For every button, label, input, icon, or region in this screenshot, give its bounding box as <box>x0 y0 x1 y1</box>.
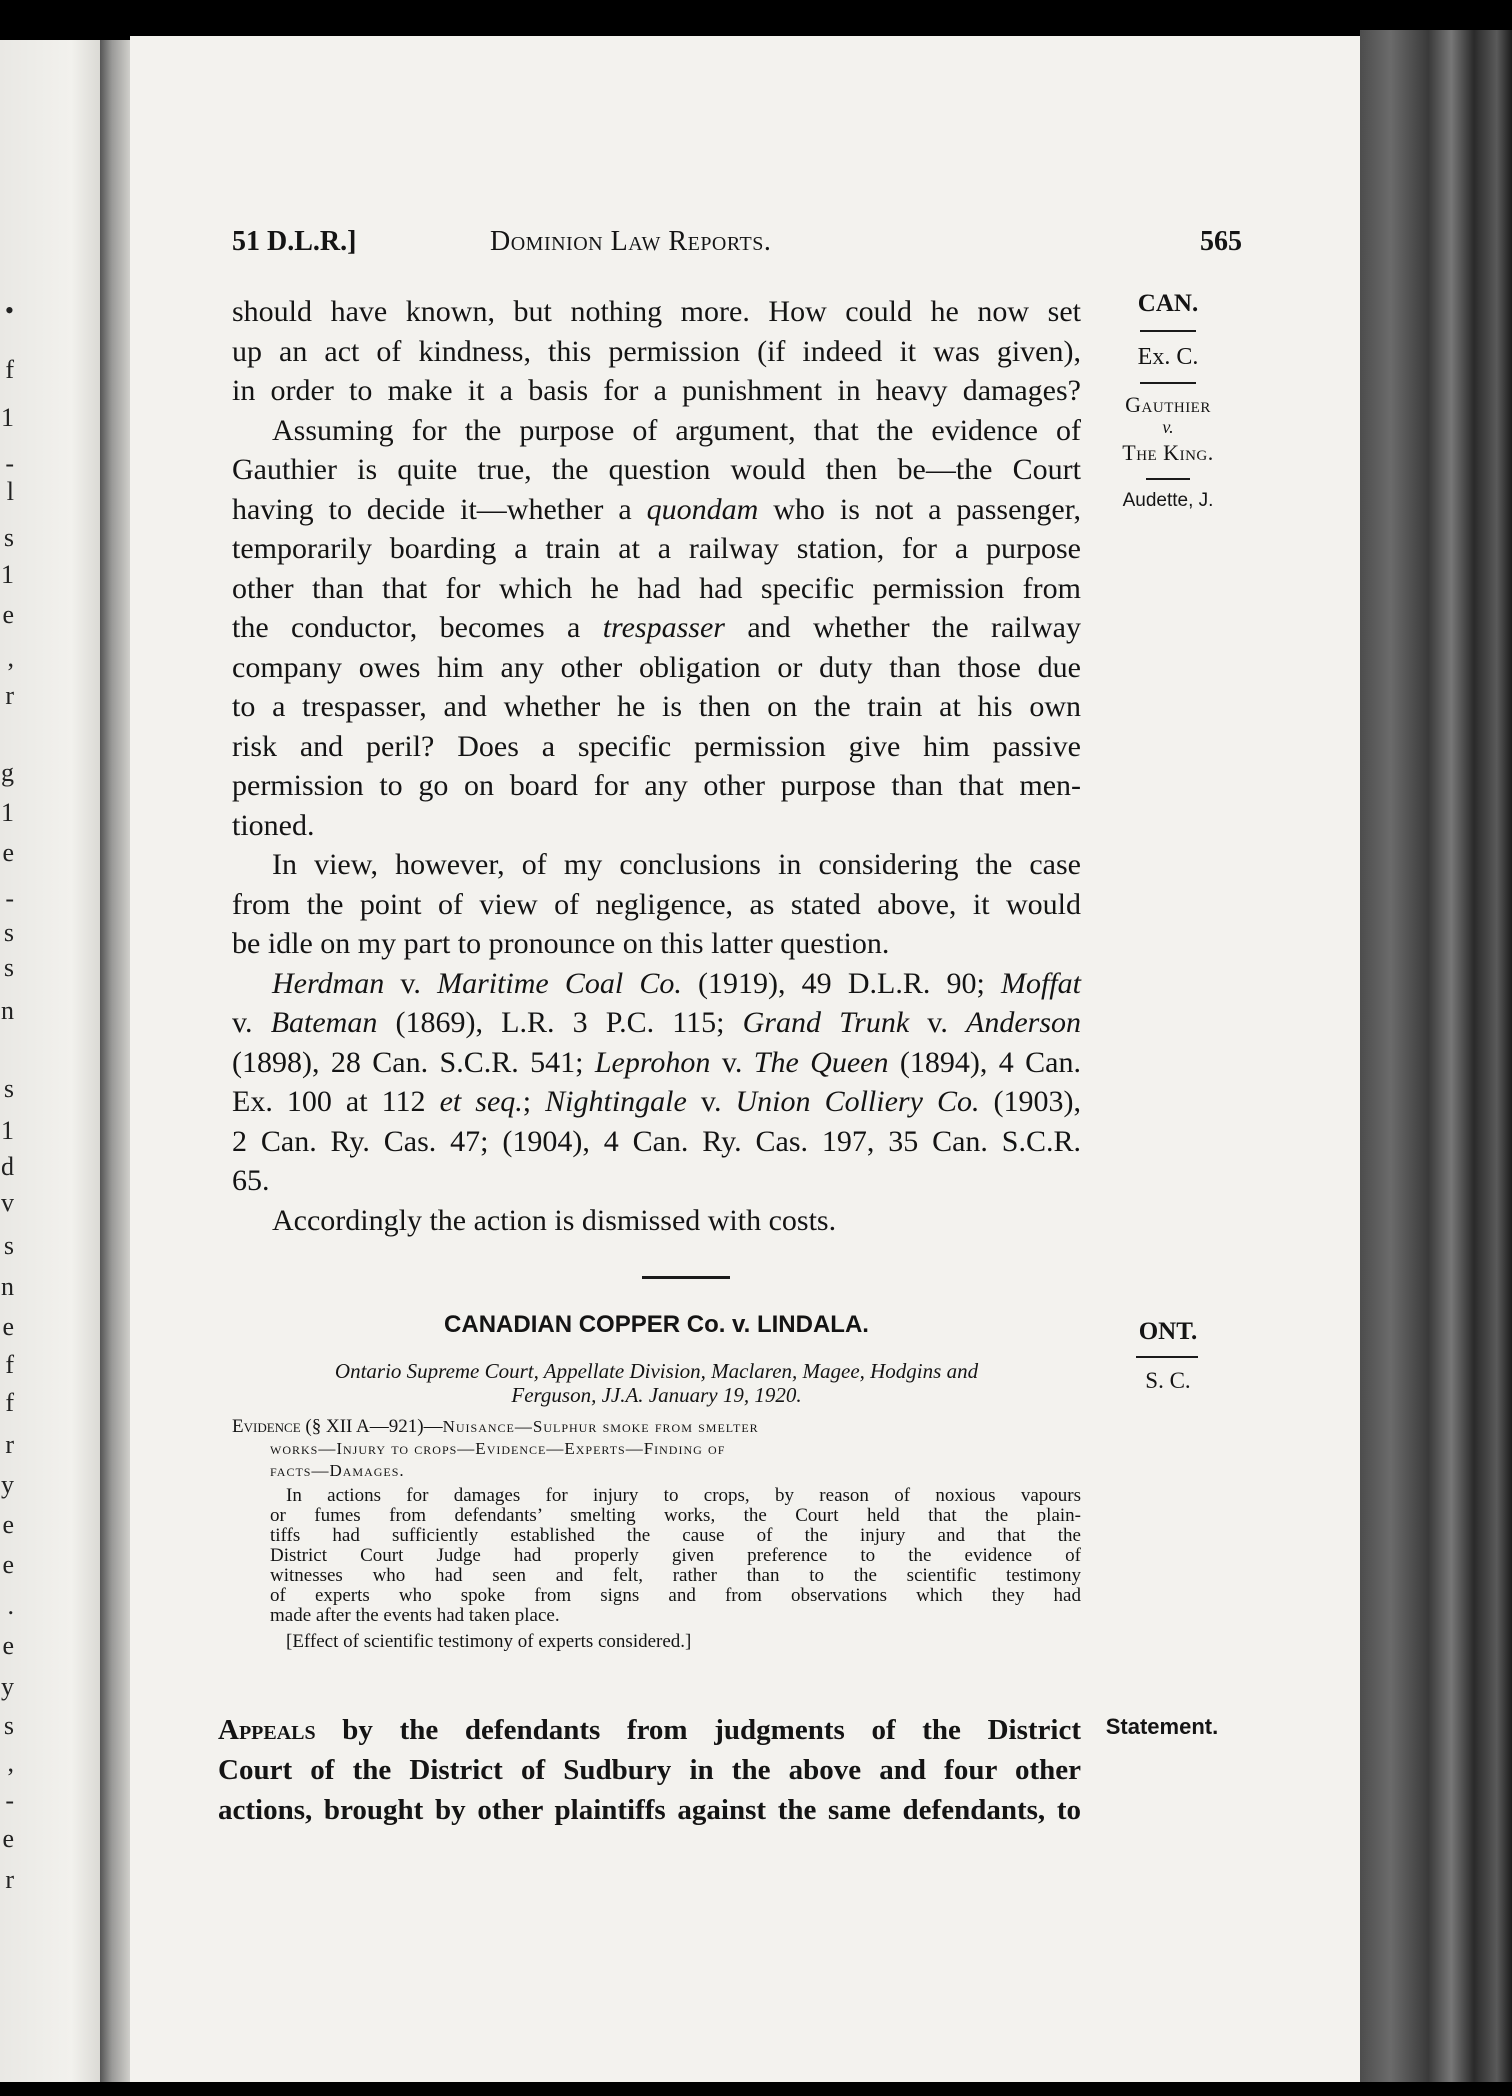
facing-page-fragment: 1 <box>1 403 14 432</box>
facing-page-fragment: f <box>5 1388 14 1417</box>
book-gutter <box>100 40 130 2082</box>
headnote-line: facts—Damages. <box>270 1461 405 1480</box>
facing-page-fragment: 1 <box>1 1116 14 1145</box>
facing-page-fragment: , <box>7 1748 14 1777</box>
body-text-line: In view, however, of my conclusions in considering the case <box>272 848 1081 881</box>
headnote-summary-line: or fumes from defendants’ smelting works, the Court held that the plain- <box>270 1505 1081 1526</box>
headnote-summary-line: District Court Judge had properly given preference to the evidence of <box>270 1545 1081 1566</box>
body-text-line: temporarily boarding a train at a railway station, for a purpose <box>232 532 1081 565</box>
facing-page-fragment: - <box>5 449 14 478</box>
margin-rule <box>1140 382 1196 384</box>
page-number: 565 <box>1200 226 1242 257</box>
facing-page-fragment: • <box>4 296 14 325</box>
facing-page-fragment: f <box>5 355 14 384</box>
body-text-line: tioned. <box>232 809 315 842</box>
headnote-summary-line: witnesses who had seen and felt, rather than to the scientific testimony <box>270 1565 1081 1586</box>
facing-page-fragment: - <box>5 1786 14 1815</box>
body-text-line: (1898), 28 Can. S.C.R. 541; Leprohon v. The Queen (1894), 4 Can. <box>232 1046 1081 1079</box>
body-text-line: should have known, but nothing more. How could he now set <box>232 295 1081 328</box>
running-head-volume: 51 D.L.R.] <box>232 226 357 257</box>
margin-court-2: S. C. <box>1145 1368 1191 1393</box>
facing-page-fragment: , <box>7 643 14 672</box>
margin-jurisdiction-2: ONT. <box>1138 1318 1198 1345</box>
headnote-bracket-note: [Effect of scientific testimony of experts considered.] <box>286 1631 692 1652</box>
body-text-line: 2 Can. Ry. Cas. 47; (1904), 4 Can. Ry. Cas. 197, 35 Can. S.C.R. <box>232 1125 1081 1158</box>
facing-page-fragment: e <box>2 838 14 867</box>
case-title: CANADIAN COPPER Co. v. LINDALA. <box>444 1311 869 1338</box>
facing-page-fragment: n <box>1 996 14 1025</box>
headnote-line: Evidence (§ XII A—921)—Nuisance—Sulphur smoke from smelter <box>232 1416 759 1437</box>
scan-bottom-border <box>0 2082 1512 2096</box>
facing-page-fragment: g <box>1 758 14 787</box>
facing-page-edge <box>0 40 102 2082</box>
margin-rule <box>1146 478 1190 480</box>
body-text-line: to a trespasser, and whether he is then on the train at his own <box>232 690 1081 723</box>
body-text-line: Gauthier is quite true, the question would then be—the Court <box>232 453 1081 486</box>
facing-page-fragment: f <box>5 1350 14 1379</box>
facing-page-fragment: - <box>5 884 14 913</box>
margin-versus: v. <box>1162 417 1174 437</box>
facing-page-fragment: r <box>5 1865 14 1894</box>
facing-page-fragment: d <box>1 1152 14 1181</box>
body-text-line: Accordingly the action is dismissed with costs. <box>272 1204 837 1237</box>
court-line-1: Ontario Supreme Court, Appellate Division, Maclaren, Magee, Hodgins and <box>334 1359 979 1383</box>
facing-page-fragment: y <box>1 1672 14 1701</box>
facing-page-fragment: e <box>2 1510 14 1539</box>
margin-rule <box>1140 330 1196 332</box>
facing-page-fragment: s <box>3 953 14 982</box>
margin-court: Ex. C. <box>1137 344 1199 370</box>
facing-page-fragment: e <box>2 1824 14 1853</box>
facing-page-fragment: s <box>3 1711 14 1740</box>
headnote-summary-line: tiffs had sufficiently established the cause of the injury and that the <box>270 1525 1081 1546</box>
margin-statement: Statement. <box>1105 1714 1219 1739</box>
statement-line: actions, brought by other plaintiffs against the same defendants, to <box>218 1794 1081 1826</box>
body-text-line: up an act of kindness, this permission (if indeed it was given), <box>232 335 1081 368</box>
headnote-line: works—Injury to crops—Evidence—Experts—Finding of <box>270 1439 726 1458</box>
headnote-summary-line: of experts who spoke from signs and from observations which they had <box>270 1585 1081 1606</box>
page-edge-stack <box>1360 30 1512 2082</box>
body-text-line: having to decide it—whether a quondam who is not a passenger, <box>232 493 1081 526</box>
body-text-line: other than that for which he had had specific permission from <box>232 572 1081 605</box>
facing-page-fragment: l <box>6 477 14 506</box>
statement-line: Appeals by the defendants from judgments of the District <box>218 1714 1081 1746</box>
body-text-line: from the point of view of negligence, as stated above, it would <box>232 888 1081 921</box>
body-text-line: be idle on my part to pronounce on this latter question. <box>232 927 890 960</box>
court-line-2: Ferguson, JJ.A. January 19, 1920. <box>511 1383 802 1407</box>
section-rule <box>642 1276 730 1279</box>
scan-top-border <box>0 0 1512 40</box>
facing-page-fragment: s <box>3 1231 14 1260</box>
facing-page-fragment: s <box>3 523 14 552</box>
headnote-summary-line: In actions for damages for injury to crops, by reason of noxious vapours <box>286 1485 1081 1506</box>
facing-page-fragment: v <box>1 1188 14 1217</box>
facing-page-fragment: r <box>5 681 14 710</box>
body-text-line: Herdman v. Maritime Coal Co. (1919), 49 D.L.R. 90; Moffat <box>272 967 1081 1000</box>
facing-page-fragment: e <box>2 1631 14 1660</box>
facing-page-fragment: y <box>1 1470 14 1499</box>
statement-line: Court of the District of Sudbury in the above and four other <box>218 1754 1081 1786</box>
facing-page-fragment: 1 <box>1 798 14 827</box>
headnote-summary-line: made after the events had taken place. <box>270 1605 560 1626</box>
body-text-line: in order to make it a basis for a punishment in heavy damages? <box>232 374 1081 407</box>
margin-rule <box>1136 1356 1198 1358</box>
margin-case-party-2: The King. <box>1122 440 1214 465</box>
body-text-line: company owes him any other obligation or duty than those due <box>232 651 1081 684</box>
body-text-line: v. Bateman (1869), L.R. 3 P.C. 115; Grand Trunk v. Anderson <box>232 1006 1082 1039</box>
body-text-line: permission to go on board for any other purpose than that men- <box>232 769 1081 802</box>
body-text-line: the conductor, becomes a trespasser and whether the railway <box>232 611 1081 644</box>
facing-page-fragment: e <box>2 600 14 629</box>
margin-case-party-1: Gauthier <box>1125 392 1211 417</box>
facing-page-fragment: . <box>7 1591 14 1620</box>
facing-page-fragment: r <box>5 1430 14 1459</box>
margin-judge: Audette, J. <box>1122 490 1214 511</box>
body-text-line: Assuming for the purpose of argument, that the evidence of <box>272 414 1081 447</box>
margin-jurisdiction: CAN. <box>1137 290 1199 317</box>
facing-page-fragment: n <box>1 1272 14 1301</box>
facing-page-fragment: e <box>2 1312 14 1341</box>
body-text-line: 65. <box>232 1164 270 1197</box>
body-text-line: Ex. 100 at 112 et seq.; Nightingale v. Union Colliery Co. (1903), <box>232 1085 1081 1118</box>
facing-page-fragment: e <box>2 1550 14 1579</box>
facing-page-fragment: s <box>3 918 14 947</box>
facing-page-fragment: s <box>3 1074 14 1103</box>
body-text-line: risk and peril? Does a specific permission give him passive <box>232 730 1081 763</box>
facing-page-fragment: 1 <box>1 560 14 589</box>
running-head-title: Dominion Law Reports. <box>490 226 772 257</box>
